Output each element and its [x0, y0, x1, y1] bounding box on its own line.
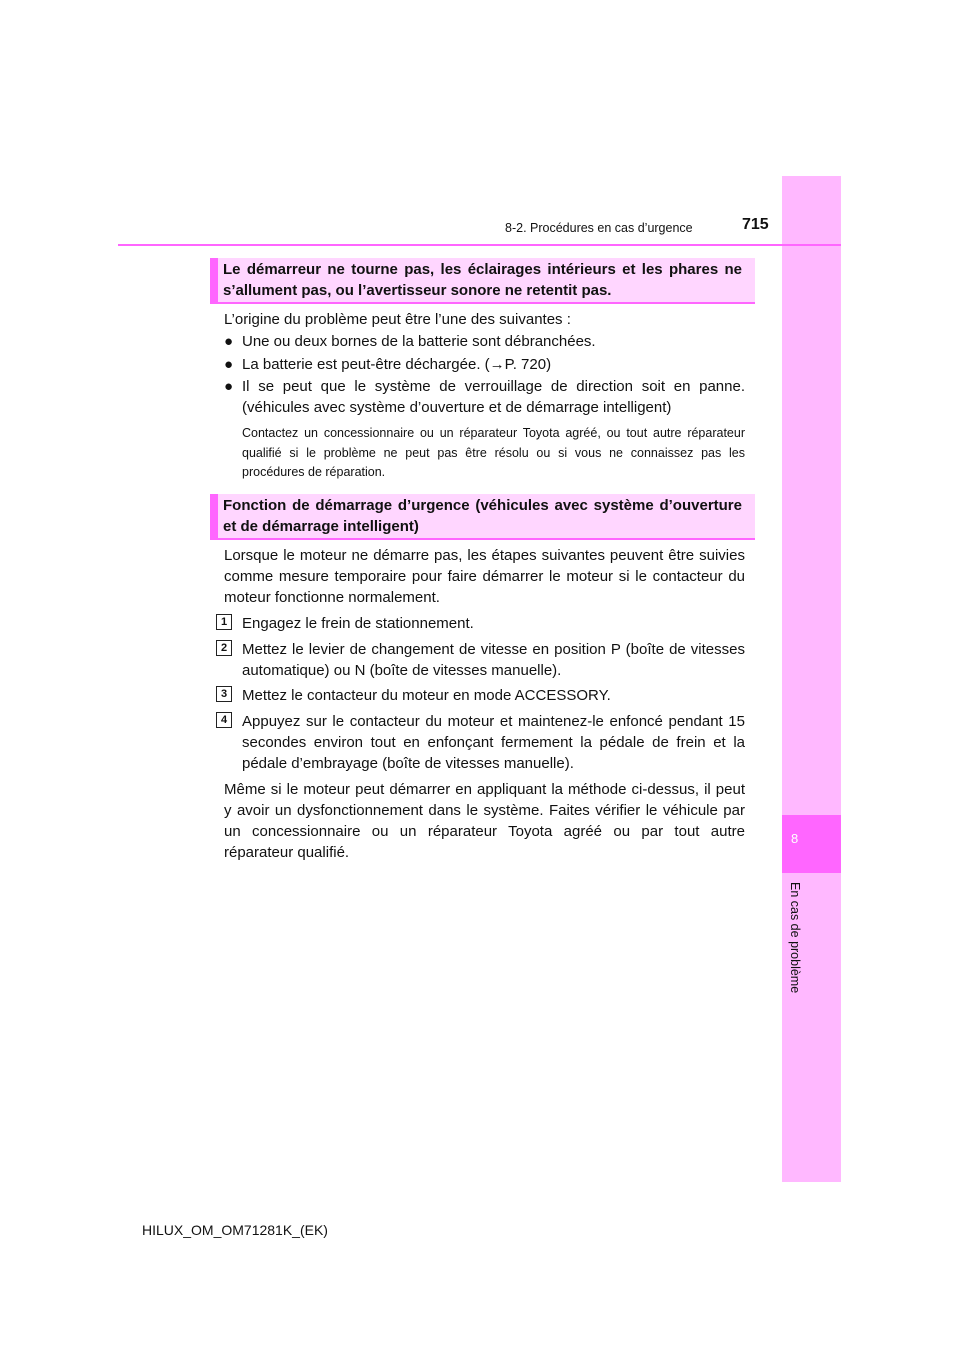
document-code: HILUX_OM_OM71281K_(EK) [142, 1222, 328, 1238]
step-number: 2 [216, 640, 232, 656]
chapter-tab [782, 815, 841, 873]
section2-heading [210, 494, 755, 540]
step-number: 4 [216, 712, 232, 728]
section-title: 8-2. Procédures en cas d’urgence [505, 221, 693, 235]
bullet-item: Il se peut que le système de verrouillage de direction soit en panne. (véhicules avec système d’ouverture et de démarrage intelligent) [242, 378, 745, 416]
section1-note: Contactez un concessionnaire ou un réparateur Toyota agréé, ou tout autre réparateur qualifié si le problème ne peut pas être résolu ou si vous ne connaissez pas les procédures de réparation. [242, 426, 745, 479]
header-rule [118, 244, 841, 246]
bullet-icon: ● [224, 333, 234, 350]
step-text: Appuyez sur le contacteur du moteur et maintenez-le enfoncé pendant 15 secondes environ tout en enfonçant fermement la pédale de frein et la pédale d’embrayage (boîte de vitesses manuelle). [242, 713, 745, 772]
section1-intro: L’origine du problème peut être l’une des suivantes : [224, 311, 571, 328]
step-text: Mettez le contacteur du moteur en mode ACCESSORY. [242, 687, 611, 704]
section2-outro: Même si le moteur peut démarrer en appliquant la méthode ci-dessus, il peut y avoir un dysfonctionnement dans le système. Faites vérifier le véhicule par un concessionnaire ou un réparateur Toyota agréé ou par tout autre réparateur qualifié. [224, 781, 745, 861]
chapter-number: 8 [791, 831, 799, 846]
chapter-title: En cas de problème [788, 882, 802, 994]
chapter-sidebar [782, 176, 841, 1182]
section1-heading-text: Le démarreur ne tourne pas, les éclairages intérieurs et les phares ne s’allument pas, ou l’avertisseur sonore ne retentit pas. [223, 261, 742, 299]
section1-heading [210, 258, 755, 304]
bullet-item: La batterie est peut-être déchargée. (→P. 720) [242, 356, 552, 373]
step-number: 1 [216, 614, 232, 630]
page-number: 715 [742, 216, 769, 233]
step-text: Engagez le frein de stationnement. [242, 615, 474, 632]
bullet-item: Une ou deux bornes de la batterie sont débranchées. [242, 333, 596, 350]
step-text: Mettez le levier de changement de vitesse en position P (boîte de vitesses automatique) ou N (boîte de vitesses manuelle). [242, 641, 745, 679]
step-number: 3 [216, 686, 232, 702]
bullet-icon: ● [224, 356, 234, 373]
section2-intro: Lorsque le moteur ne démarre pas, les étapes suivantes peuvent être suivies comme mesure temporaire pour faire démarrer le moteur si le contacteur du moteur fonctionne normalement. [224, 547, 745, 606]
bullet-icon: ● [224, 378, 234, 395]
section2-heading-text: Fonction de démarrage d’urgence (véhicules avec système d’ouverture et de démarrage intelligent) [223, 497, 742, 535]
